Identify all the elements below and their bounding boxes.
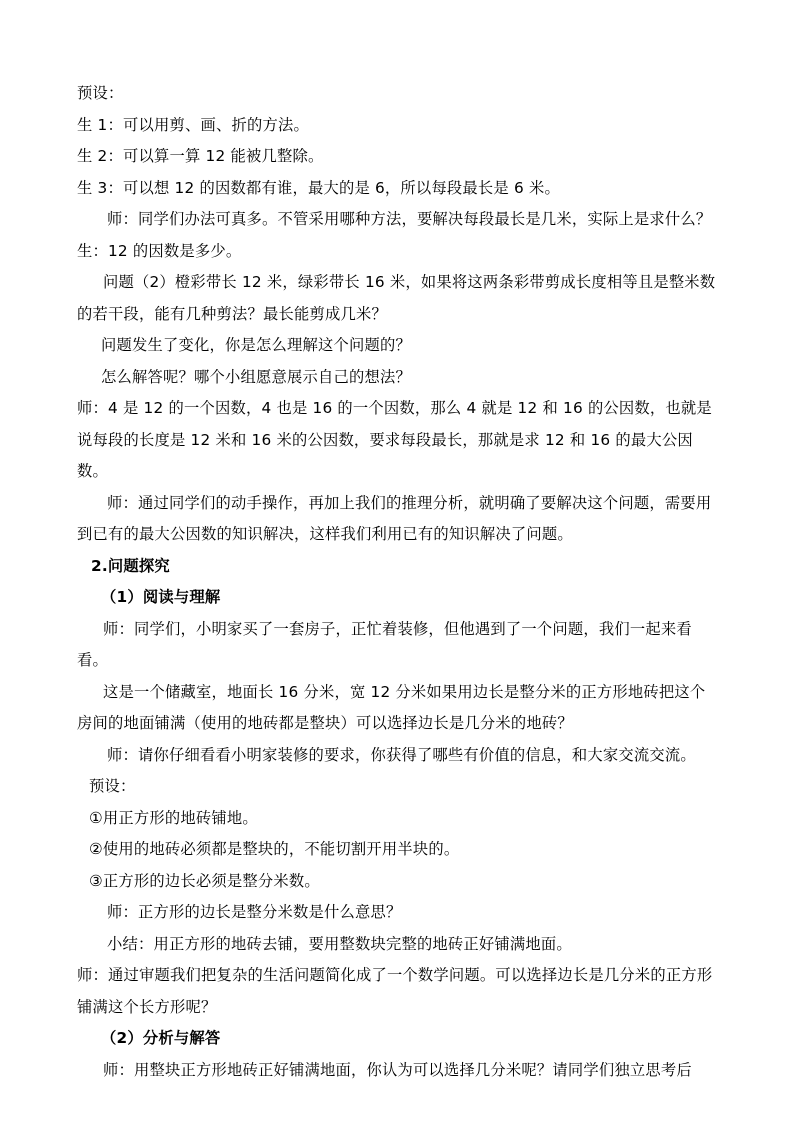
paragraph-preset: 预设：: [77, 84, 124, 102]
paragraph-teacher-tiles: 师：用整块正方形地砖正好铺满地面，你认为可以选择几分米呢？请同学们独立思考后: [103, 1060, 692, 1079]
paragraph-teacher-summary: 师：通过同学们的动手操作，再加上我们的推理分析，就明确了要解决这个问题，需要用到已有的最大公因数的知识解决，这样我们利用已有的知识解决了问题。: [77, 493, 712, 543]
subsection-heading-analysis: （2）分析与解答: [101, 1029, 221, 1047]
paragraph-teacher-simplify: 师：通过审题我们把复杂的生活问题简化成了一个数学问题。可以选择边长是几分米的正方形铺满这个长方形呢？: [77, 966, 713, 1016]
paragraph-teacher: 师：同学们办法可真多。不管采用哪种方法，要解决每段最长是几米，实际上是求什么？: [107, 210, 712, 228]
paragraph-student-3: 生 3：可以想 12 的因数都有谁，最大的是 6，所以每段最长是 6 米。: [77, 178, 560, 197]
list-item-3: ③正方形的边长必须是整分米数。: [89, 871, 320, 890]
document-body: [77, 78, 719, 1086]
paragraph-teacher-common-factor: 师：4 是 12 的一个因数，4 也是 16 的一个因数，那么 4 就是 12 和 16 的公因数，也就是说每段的长度是 12 米和 16 米的公因数，要求每段最长，那就是求 12 和 16 的最大公因数。: [77, 399, 712, 480]
paragraph-teacher-house: 师：同学们，小明家买了一套房子，正忙着装修，但他遇到了一个问题，我们一起来看看。: [77, 619, 692, 669]
section-heading: 2.问题探究: [91, 556, 170, 575]
list-item-1: ①用正方形的地砖铺地。: [89, 808, 258, 827]
subsection-heading-reading: （1）阅读与理解: [101, 588, 221, 606]
paragraph-student-2: 生 2：可以算一算 12 能被几整除。: [77, 147, 324, 165]
paragraph-question-changed: 问题发生了变化，你是怎么理解这个问题的？: [101, 336, 411, 354]
list-item-2: ②使用的地砖必须都是整块的，不能切割开用半块的。: [89, 840, 460, 858]
paragraph-question-2: 问题（2）橙彩带长 12 米，绿彩带长 16 米，如果将这两条彩带剪成长度相等且是整米数的若干段，能有几种剪法？最长能剪成几米？: [77, 273, 716, 323]
paragraph-teacher-requirements: 师：请你仔细看看小明家装修的要求，你获得了哪些有价值的信息，和大家交流交流。: [107, 745, 696, 764]
paragraph-summary: 小结：用正方形的地砖去铺，要用整数块完整的地砖正好铺满地面。: [107, 934, 572, 953]
paragraph-how-to-answer: 怎么解答呢？哪个小组愿意展示自己的想法？: [101, 367, 411, 386]
paragraph-student-1: 生 1：可以用剪、画、折的方法。: [77, 115, 309, 134]
paragraph-preset-2: 预设：: [89, 777, 136, 795]
paragraph-storage-room: 这是一个储藏室，地面长 16 分米，宽 12 分米如果用边长是整分米的正方形地砖把这个房间的地面铺满（使用的地砖都是整块）可以选择边长是几分米的地砖？: [77, 682, 706, 732]
paragraph-student: 生：12 的因数是多少。: [77, 241, 242, 260]
paragraph-teacher-meaning: 师：正方形的边长是整分米数是什么意思？: [107, 903, 402, 921]
